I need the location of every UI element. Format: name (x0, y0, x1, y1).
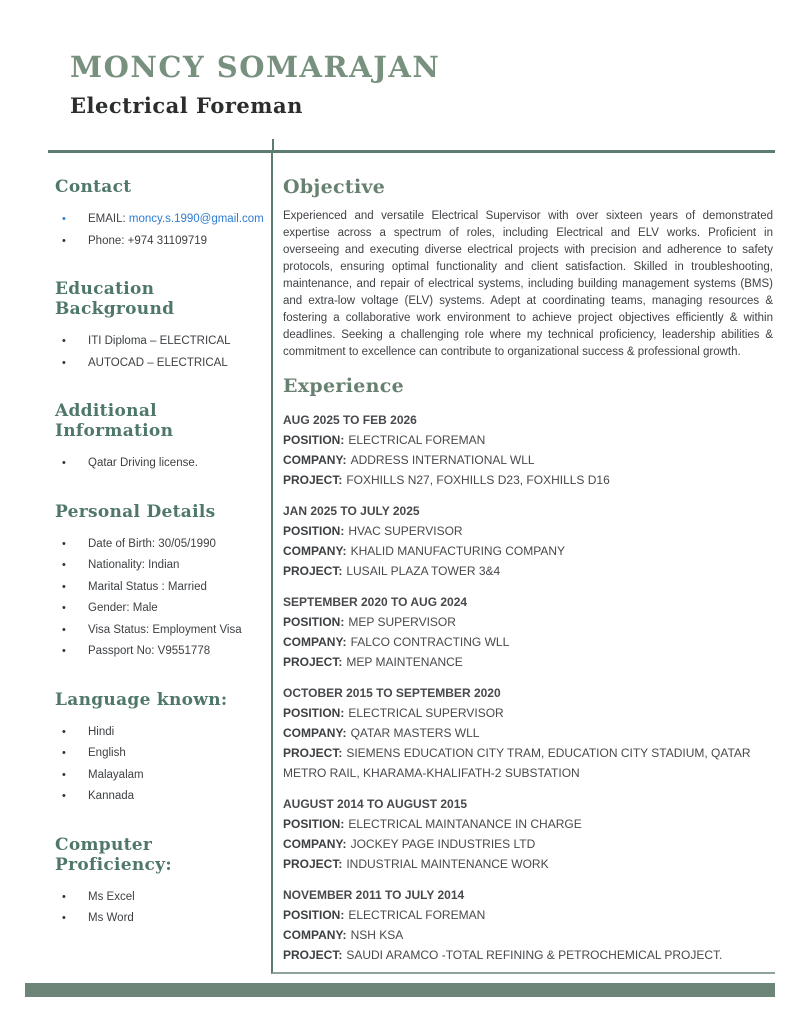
position-value: MEP SUPERVISOR (348, 615, 456, 629)
position-label: POSITION: (283, 615, 345, 629)
list-item (55, 598, 263, 620)
experience-period: OCTOBER 2015 TO SEPTEMBER 2020 (283, 686, 501, 700)
company-value: QATAR MASTERS WLL (350, 726, 480, 740)
list-item (55, 453, 263, 475)
list-item-email (55, 209, 263, 231)
project-label: PROJECT: (283, 948, 343, 962)
bullet-icon: • (62, 234, 66, 247)
objective-text: Experienced and versatile Electrical Supervisor with over sixteen years of demonstrated expertise across a spectrum of roles, including Electrical and ELV works. Proficient in overseeing and executing diverse electrical projects with precision and adherence to safety protocols, ensuring optimal functionality and client satisfaction. Skilled in troubleshooting, maintenance, and repair of electrical systems, including building management systems (BMS) and extra-low voltage (ELV) systems. Adept at coordinating teams, managing resources & fostering a collaborative work environment to achieve project objectives efficiently & within deadlines. Seeking a challenging role where my technical proficiency, leadership abilities & commitment to excellence can contribute to organizational success & professional growth. (283, 210, 773, 358)
list-item-label: Ms Word (88, 912, 134, 924)
experience-entry (283, 501, 773, 581)
list-item-label: Visa Status: Employment Visa (88, 623, 242, 636)
list-item (55, 908, 263, 930)
experience-company (283, 450, 773, 470)
email-item (88, 209, 264, 231)
experience-company (283, 632, 773, 652)
bullet-icon: • (62, 725, 66, 738)
position-value: ELECTRICAL FOREMAN (348, 908, 486, 922)
email-link[interactable]: moncy.s.1990@gmail.com (128, 213, 264, 225)
experience-period: SEPTEMBER 2020 TO AUG 2024 (283, 595, 468, 609)
project-label: PROJECT: (283, 564, 343, 578)
position-value: ELECTRICAL FOREMAN (348, 433, 486, 447)
bullet-icon: • (62, 335, 66, 347)
experience-entry (283, 683, 773, 783)
experience-project (283, 945, 773, 965)
email-label: EMAIL: (88, 213, 126, 225)
project-value: SAUDI ARAMCO -TOTAL REFINING & PETROCHEMICAL PROJECT. (346, 948, 723, 962)
project-value: SIEMENS EDUCATION CITY TRAM, EDUCATION CITY STADIUM, QATAR METRO RAIL, KHARAMA-KHALIFATH-2 SUBSTATION (283, 746, 751, 780)
section-heading-additional: Additional Information (55, 401, 174, 441)
list-item (55, 620, 263, 642)
bullet-icon: • (62, 559, 66, 571)
position-value: ELECTRICAL MAINTANANCE IN CHARGE (348, 817, 582, 831)
project-label: PROJECT: (283, 857, 343, 871)
company-value: ADDRESS INTERNATIONAL WLL (350, 453, 535, 467)
experience-position (283, 703, 773, 723)
list-item (55, 743, 263, 765)
section-heading-languages: Language known: (55, 689, 228, 710)
list-item (55, 331, 263, 353)
company-label: COMPANY: (283, 635, 347, 649)
project-label: PROJECT: (283, 655, 343, 669)
list-item (55, 786, 263, 808)
section-heading-education: Education Background (55, 279, 175, 319)
position-label: POSITION: (283, 706, 345, 720)
experience-position (283, 905, 773, 925)
bullet-icon: • (62, 537, 66, 550)
company-label: COMPANY: (283, 928, 347, 942)
list-item-label: Qatar Driving license. (88, 457, 198, 469)
experience-company (283, 834, 773, 854)
person-title: Electrical Foreman (70, 93, 303, 118)
project-label: PROJECT: (283, 746, 343, 760)
list-item (55, 555, 263, 577)
experience-company (283, 723, 773, 743)
list-item-label: Malayalam (88, 768, 144, 781)
company-label: COMPANY: (283, 453, 347, 467)
project-value: FOXHILLS N27, FOXHILLS D23, FOXHILLS D16 (346, 473, 610, 487)
list-item-label: Gender: Male (88, 602, 158, 614)
project-value: INDUSTRIAL MAINTENANCE WORK (346, 857, 549, 871)
experience-entry (283, 592, 773, 672)
position-label: POSITION: (283, 433, 345, 447)
left-column (48, 153, 271, 974)
bullet-icon: • (62, 602, 66, 614)
bullet-icon: • (62, 747, 66, 759)
list-item-label: Date of Birth: 30/05/1990 (88, 537, 216, 550)
experience-company (283, 541, 773, 561)
section-heading-personal: Personal Details (55, 501, 216, 522)
experience-project (283, 743, 773, 783)
experience-position (283, 521, 773, 541)
experience-position (283, 612, 773, 632)
experience-period: AUGUST 2014 TO AUGUST 2015 (283, 797, 468, 811)
bullet-icon: • (62, 645, 66, 657)
bullet-icon: • (62, 580, 66, 593)
list-item (55, 641, 263, 663)
list-item-label: Hindi (88, 725, 115, 738)
list-item (55, 577, 263, 599)
section-heading-contact: Contact (55, 177, 132, 197)
experience-period: AUG 2025 TO FEB 2026 (283, 413, 417, 427)
bullet-icon: • (62, 890, 66, 903)
section-heading-objective: Objective (283, 176, 386, 198)
experience-entry (283, 885, 773, 965)
experience-project (283, 652, 773, 672)
bullet-icon: • (62, 768, 66, 781)
company-value: FALCO CONTRACTING WLL (350, 635, 510, 649)
list-item-label: ITI Diploma – ELECTRICAL (88, 335, 231, 347)
bullet-icon: • (62, 912, 66, 924)
list-item-label: AUTOCAD – ELECTRICAL (88, 356, 228, 369)
bullet-icon: • (62, 356, 66, 369)
bottom-bar (25, 983, 775, 997)
position-label: POSITION: (283, 524, 345, 538)
experience-period: JAN 2025 TO JULY 2025 (283, 504, 420, 518)
phone-value: Phone: +974 31109719 (88, 234, 208, 247)
list-item (55, 765, 263, 787)
bullet-icon: • (62, 623, 66, 636)
list-item (55, 534, 263, 556)
section-heading-computer: Computer Proficiency: (55, 834, 172, 875)
list-item (55, 722, 263, 744)
project-value: LUSAIL PLAZA TOWER 3&4 (346, 564, 501, 578)
company-label: COMPANY: (283, 544, 347, 558)
experience-period: NOVEMBER 2011 TO JULY 2014 (283, 888, 465, 902)
bullet-icon: • (62, 457, 66, 469)
list-item-phone (55, 231, 263, 253)
experience-project (283, 470, 773, 490)
experience-entry (283, 410, 773, 490)
position-label: POSITION: (283, 908, 345, 922)
company-label: COMPANY: (283, 726, 347, 740)
experience-company (283, 925, 773, 945)
list-item-label: Passport No: V9551778 (88, 645, 211, 657)
company-value: NSH KSA (350, 928, 404, 942)
section-heading-experience: Experience (283, 375, 404, 397)
list-item-label: Ms Excel (88, 890, 135, 903)
content-columns (48, 153, 775, 974)
position-value: ELECTRICAL SUPERVISOR (348, 706, 504, 720)
position-label: POSITION: (283, 817, 345, 831)
list-item-label: Kannada (88, 790, 135, 802)
experience-entry (283, 794, 773, 874)
list-item-label: Nationality: Indian (88, 559, 180, 571)
right-column (271, 153, 775, 974)
experience-project (283, 854, 773, 874)
company-value: JOCKEY PAGE INDUSTRIES LTD (350, 837, 536, 851)
experience-position (283, 430, 773, 450)
bullet-icon: • (62, 790, 66, 802)
experience-project (283, 561, 773, 581)
project-label: PROJECT: (283, 473, 343, 487)
list-item (55, 353, 263, 375)
person-name: MONCY SOMARAJAN (70, 50, 441, 84)
header (70, 50, 440, 118)
bullet-icon: • (62, 213, 66, 225)
list-item-label: English (88, 747, 126, 759)
list-item-label: Marital Status : Married (88, 580, 207, 593)
company-label: COMPANY: (283, 837, 347, 851)
company-value: KHALID MANUFACTURING COMPANY (350, 544, 566, 558)
list-item (55, 887, 263, 909)
experience-position (283, 814, 773, 834)
project-value: MEP MAINTENANCE (346, 655, 463, 669)
position-value: HVAC SUPERVISOR (348, 524, 463, 538)
